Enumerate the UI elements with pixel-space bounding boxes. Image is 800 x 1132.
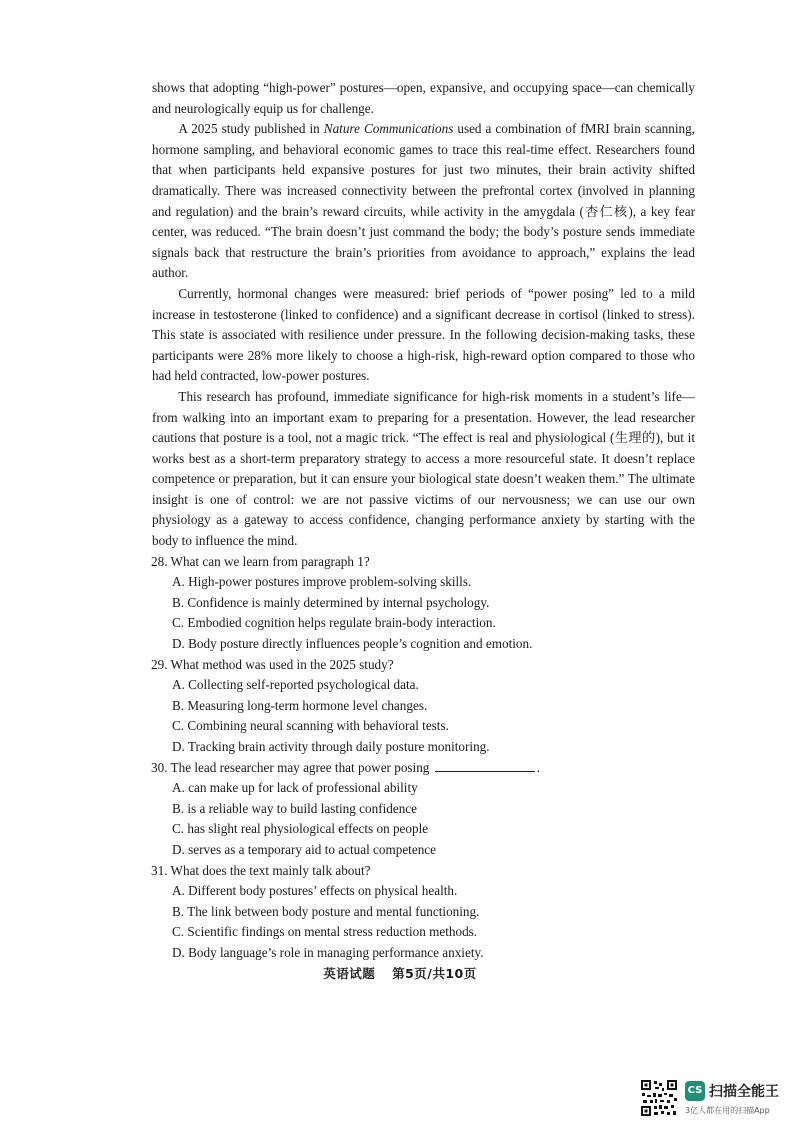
paragraph-2	[152, 119, 695, 284]
paragraph-3: Currently, hormonal changes were measured: brief periods of “power posing” led to a mild increase in testosterone (linked to confidence) and a significant decrease in cortisol (linked to stress). This state is associated with resilience under pressure. In the following decision-making tasks, these participants were 28% more likely to choose a high-risk, high-reward option compared to those who had held contracted, low-power postures.	[152, 285, 695, 384]
question-stem: 31. What does the text mainly talk about?	[151, 862, 371, 878]
question-stem-with-blank	[152, 758, 695, 779]
journal-name: Nature Communications	[323, 121, 454, 137]
option-c: C. has slight real physiological effects on people	[172, 821, 429, 837]
option-c: C. Combining neural scanning with behavioral tests.	[172, 718, 449, 734]
option-b: B. Confidence is mainly determined by internal psychology.	[172, 594, 490, 610]
option-b: B. The link between body posture and mental functioning.	[172, 903, 480, 919]
reading-passage	[152, 78, 695, 964]
option-c: C. Scientific findings on mental stress reduction methods.	[172, 924, 478, 940]
option-a: A. High-power postures improve problem-solving skills.	[172, 574, 472, 590]
qr-code-icon	[640, 1079, 678, 1117]
question-30	[152, 758, 695, 861]
option-d: D. Tracking brain activity through daily posture monitoring.	[172, 739, 490, 754]
option-d: D. Body posture directly influences people’s cognition and emotion.	[172, 636, 533, 652]
question-stem: 29. What method was used in the 2025 study?	[151, 656, 394, 672]
watermark-subtitle: 3亿人都在用的扫描App	[685, 1106, 770, 1115]
footer-subject: 英语试题	[323, 966, 376, 981]
page-footer	[0, 964, 800, 982]
option-a: A. Collecting self-reported psychological data.	[172, 677, 419, 693]
option-d: D. Body language’s role in managing performance anxiety.	[172, 944, 484, 960]
option-b: B. is a reliable way to build lasting confidence	[172, 800, 417, 816]
camscanner-logo-icon: CS	[685, 1081, 705, 1101]
option-a: A. can make up for lack of professional ability	[172, 780, 418, 796]
watermark-title: 扫描全能王	[709, 1084, 779, 1100]
option-b: B. Measuring long-term hormone level changes.	[172, 697, 428, 713]
footer-page-number: 第5页/共10页	[392, 966, 477, 981]
question-31	[152, 861, 695, 964]
question-29	[152, 655, 695, 758]
question-stem: 30. The lead researcher may agree that power posing	[151, 759, 430, 775]
paragraph-1-tail: shows that adopting “high-power” postures—open, expansive, and occupying space—can chemically and neurologically equip us for challenge.	[152, 80, 695, 116]
paragraph-4: This research has profound, immediate significance for high-risk moments in a student’s life—from walking into an important exam to preparing for a presentation. However, the lead researcher cautions that posture is a tool, not a magic trick. “The effect is real and physiological (生理的), but it works best as a short-term preparatory strategy to access a more resourceful state. It doesn’t replace competence or preparation, but it can ensure your biological state doesn’t weaken them.” The ultimate insight is one of control: we are not passive victims of our nervousness; we can use our own physiology as a gateway to access confidence, changing performance anxiety by starting with the body to influence the mind.	[152, 388, 695, 549]
option-c: C. Embodied cognition helps regulate brain-body interaction.	[172, 615, 496, 631]
question-stem: 28. What can we learn from paragraph 1?	[151, 553, 370, 569]
option-d: D. serves as a temporary aid to actual competence	[172, 841, 437, 857]
answer-blank	[435, 759, 535, 772]
question-28	[152, 552, 695, 655]
paragraph-2-start: A 2025 study published in	[178, 121, 324, 137]
scanner-watermark	[640, 1079, 790, 1119]
question-stem-end: .	[536, 759, 540, 775]
paragraph-2-rest: used a combination of fMRI brain scanning, hormone sampling, and behavioral economic games to trace this real-time effect. Researchers found that when participants held expansive postures for just two minutes, their brain activity shifted dramatically. There was increased connectivity between the prefrontal cortex (involved in planning and regulation) and the brain’s reward circuits, while activity in the amygdala (杏仁核), a key fear center, was reduced. “The brain doesn’t just command the body; the body’s posture sends immediate signals back that restructure the brain’s priorities from avoidance to approach,” explains the lead author.	[152, 121, 695, 281]
option-a: A. Different body postures’ effects on physical health.	[172, 883, 458, 899]
